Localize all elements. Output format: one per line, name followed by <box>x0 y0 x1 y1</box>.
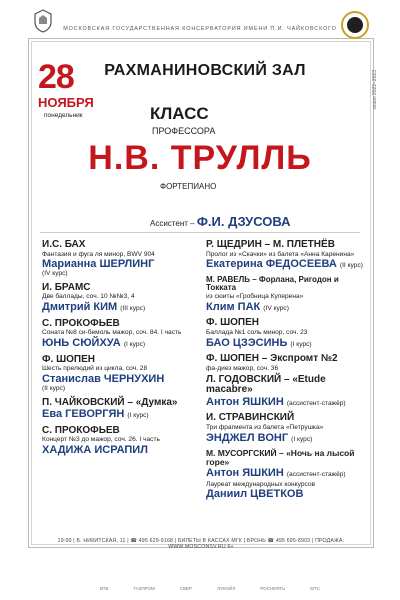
composer: П. ЧАЙКОВСКИЙ – «Думка» <box>42 396 178 408</box>
work: Лауреат международных конкурсов <box>206 480 316 488</box>
performer-note: (I курс) <box>291 435 313 443</box>
performer-note: (I курс) <box>127 412 149 420</box>
program-item <box>206 413 366 444</box>
work: фа-диез мажор, соч. 36 <box>206 364 279 372</box>
professor-label: ПРОФЕССОРА <box>152 126 216 136</box>
performer <box>206 338 366 350</box>
work: Пролог из «Скачки» из балета «Анна Каренина» <box>206 250 355 258</box>
program-item <box>42 426 192 457</box>
sponsor-logo: ВТБ <box>100 586 109 591</box>
sponsor-logo: МТС <box>310 586 320 591</box>
program-left-column <box>42 240 192 462</box>
performer-name: ЮНЬ СЮЙХУА <box>42 337 121 350</box>
composer: И. СТРАВИНСКИЙ <box>206 412 295 424</box>
instrument-label: ФОРТЕПИАНО <box>160 182 217 191</box>
conservatory-seal-icon <box>340 10 370 40</box>
composer: С. ПРОКОФЬЕВ <box>42 317 120 329</box>
program-item <box>42 398 192 421</box>
performer-note: (ассистент-стажёр) <box>286 470 346 478</box>
composer: Р. ЩЕДРИН – М. ПЛЕТНЁВ <box>206 239 335 250</box>
season-code: сезон 2022–2023 <box>372 70 378 110</box>
assistant-line <box>150 214 291 229</box>
performer <box>206 489 366 501</box>
sponsor-logo: РОСНЕФТЬ <box>260 586 286 591</box>
performer-name: Ева ГЕВОРГЯН <box>42 408 125 421</box>
performer-name: ЭНДЖЕЛ ВОНГ <box>206 431 289 444</box>
performer-name: Дмитрий КИМ <box>42 301 118 314</box>
sponsor-logo: ЛУКОЙЛ <box>217 586 236 591</box>
performer-note: (ассистент-стажёр) <box>286 399 346 407</box>
program-item <box>206 482 366 501</box>
work: Две баллады, соч. 10 №№3, 4 <box>42 293 135 301</box>
date-weekday: понедельник <box>44 112 83 119</box>
program-item <box>206 240 366 271</box>
hall-title: РАХМАНИНОВСКИЙ ЗАЛ <box>104 62 306 79</box>
performer <box>42 338 192 350</box>
composer: Ф. ШОПЕН <box>42 353 95 365</box>
work: Соната №8 си-бемоль мажор, соч. 84. I часть <box>42 329 182 337</box>
performer-name: Марианна ШЕРЛИНГ <box>42 258 155 271</box>
performer <box>206 433 366 445</box>
performer-note: (IV курс) <box>42 269 68 277</box>
composer: И.С. БАХ <box>42 239 86 250</box>
performer <box>206 302 366 314</box>
performer-name: Станислав ЧЕРНУХИН <box>42 373 165 386</box>
program-item <box>206 354 366 372</box>
program-item <box>42 319 192 350</box>
performer-name: Клим ПАК <box>206 300 261 313</box>
sponsor-logo: ГАЗПРОМ <box>133 586 155 591</box>
date-day: 28 <box>38 58 74 96</box>
assistant-label: Ассистент – <box>150 219 197 228</box>
performer-name: БАО ЦЗЭСИНЬ <box>206 336 288 349</box>
performer-note: (II курс) <box>42 384 66 392</box>
performer-name: Даниил ЦВЕТКОВ <box>206 488 304 501</box>
composer: С. ПРОКОФЬЕВ <box>42 424 120 436</box>
program-item <box>42 283 192 314</box>
conservatory-header: МОСКОВСКАЯ ГОСУДАРСТВЕННАЯ КОНСЕРВАТОРИЯ ИМЕНИ П.И. ЧАЙКОВСКОГО <box>63 26 337 32</box>
program-item <box>206 375 366 409</box>
performer-name: Екатерина ФЕДОСЕЕВА <box>206 258 337 271</box>
performer <box>206 468 366 480</box>
class-label: КЛАСС <box>150 104 209 123</box>
composer: Ф. ШОПЕН <box>206 317 259 329</box>
program-item <box>206 318 366 349</box>
performer <box>206 259 366 271</box>
work: Баллада №1 соль минор, соч. 23 <box>206 328 308 336</box>
work: Три фрагмента из балета «Петрушка» <box>206 423 324 431</box>
performer <box>42 302 192 314</box>
performer-note: (III курс) <box>120 305 146 313</box>
composer: Л. ГОДОВСКИЙ – «Etude macabre» <box>206 373 326 396</box>
work: Шесть прелюдий из цикла, соч. 28 <box>42 365 148 373</box>
program-item <box>42 240 192 278</box>
composer: И. БРАМС <box>42 281 91 293</box>
performer-name: Антон ЯШКИН <box>206 466 284 479</box>
sponsor-logo: СБЕР <box>179 586 193 591</box>
footer-info: 19:00 | Б. НИКИТСКАЯ, 11 | ☎ 495 629-9168 | БИЛЕТЫ В КАССАХ МГК | БРОНЬ ☎ 495 695-8903 | ПРОДАЖА: WWW.MOSCONSV.RU 6+ <box>57 538 345 550</box>
sponsor-logos <box>100 586 320 591</box>
program-divider <box>40 232 360 233</box>
composer: М. РАВЕЛЬ – Форлана, Ригодон и Токката <box>206 274 339 293</box>
composer: М. МУСОРГСКИЙ – «Ночь на лысой горе» <box>206 448 355 468</box>
work: Фантазия и фуга ля минор, BWV 904 <box>42 250 155 258</box>
performer-note: (II курс) <box>339 262 363 270</box>
performer <box>42 445 192 457</box>
performer-note: (I курс) <box>123 341 146 349</box>
ministry-emblem-icon <box>32 8 54 34</box>
date-month: НОЯБРЯ <box>38 95 94 110</box>
program-item <box>42 355 192 393</box>
work: Концерт №3 до мажор, соч. 26. I часть <box>42 436 160 444</box>
teacher-name: Н.В. ТРУЛЛЬ <box>88 139 312 177</box>
assistant-name: Ф.И. ДЗУСОВА <box>196 214 291 229</box>
performer <box>42 409 192 421</box>
composer: Ф. ШОПЕН – Экспромт №2 <box>206 353 338 365</box>
performer-note: (IV курс) <box>263 304 289 312</box>
program-item <box>206 449 366 479</box>
program-item <box>206 276 366 313</box>
performer <box>206 397 366 409</box>
work: из сюиты «Гробница Куперена» <box>206 292 304 300</box>
program-right-column <box>206 240 366 506</box>
performer-note: (I курс) <box>290 340 312 348</box>
performer-name: Антон ЯШКИН <box>206 395 284 408</box>
performer-name: ХАДИЖА ИСРАПИЛ <box>42 444 148 457</box>
